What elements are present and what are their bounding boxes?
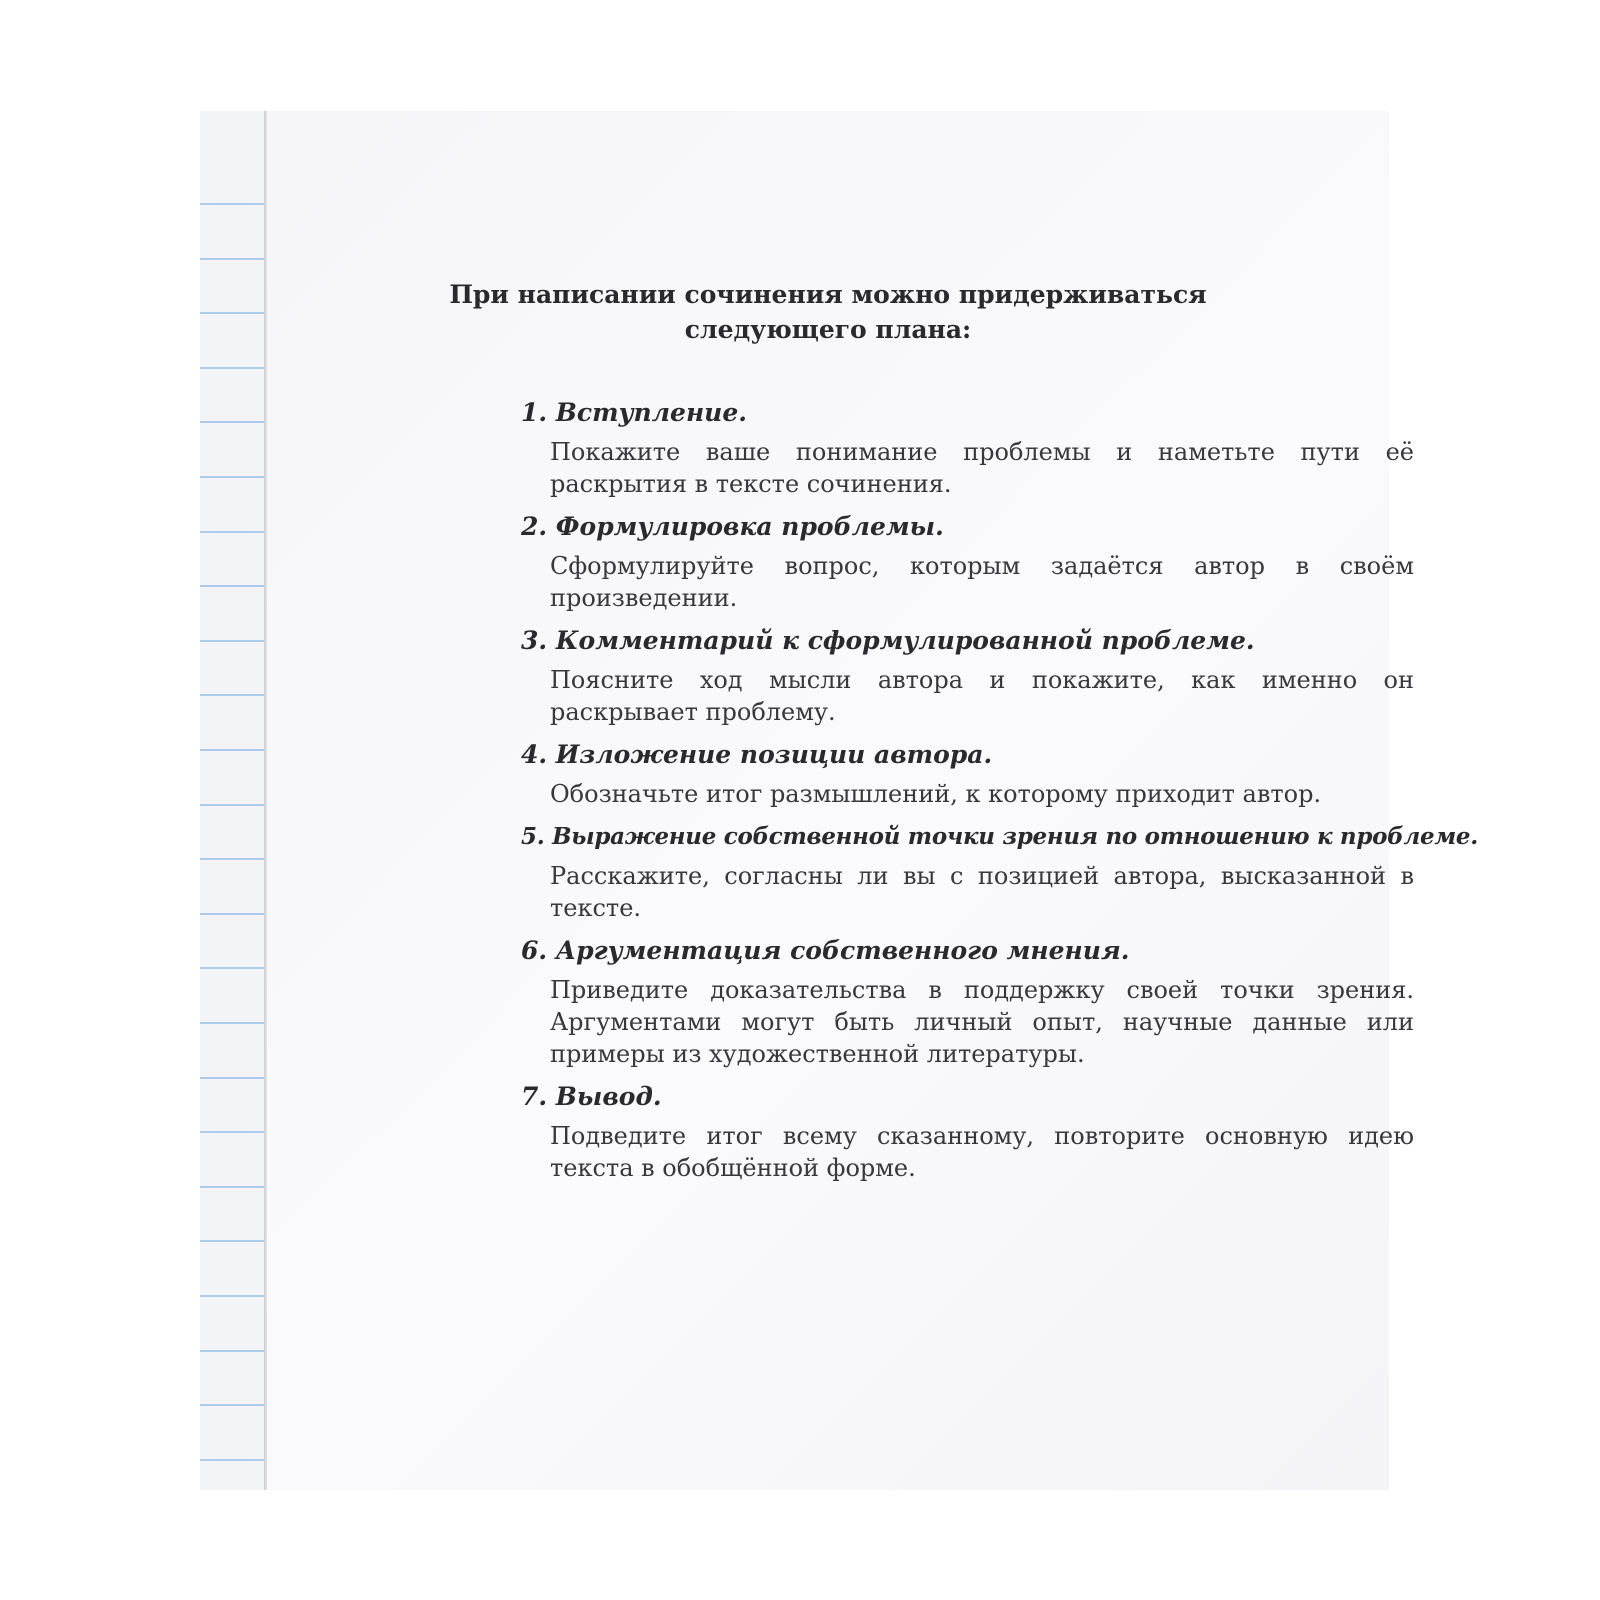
plan-item-text: Покажите ваше понимание проблемы и наметьте пути её раскрытия в тексте сочинения.: [550, 438, 1414, 498]
page-title: [267, 277, 1389, 347]
ruled-line: [200, 1131, 264, 1133]
notebook-inside-cover: [267, 111, 1478, 1490]
plan-item-heading: 1. Вступление.: [521, 398, 747, 427]
ruled-line: [200, 640, 264, 642]
plan-item-conclusion: [521, 1080, 1414, 1184]
plan-item-text: Приведите доказательства в поддержку своей точки зрения. Аргументами могут быть личный опыт, научные данные или примеры из художественной литературы.: [550, 976, 1414, 1068]
ruled-line: [200, 476, 264, 478]
plan-item-text: Расскажите, согласны ли вы с позицией автора, высказанной в тексте.: [550, 862, 1414, 922]
plan-item-argumentation: [521, 934, 1414, 1070]
ruled-line: [200, 1240, 264, 1242]
notebook: [200, 111, 1478, 1490]
plan-item-heading: 4. Изложение позиции автора.: [521, 740, 993, 769]
ruled-line: [200, 1077, 264, 1079]
ruled-line: [200, 203, 264, 205]
ruled-line: [200, 1022, 264, 1024]
plan-item-author-position: [521, 738, 1414, 810]
ruled-line: [200, 312, 264, 314]
ruled-line: [200, 749, 264, 751]
ruled-line: [200, 421, 264, 423]
plan-item-heading: 5. Выражение собственной точки зрения по отношению к проблеме.: [521, 823, 1478, 850]
ruled-back-page: [200, 111, 264, 1490]
plan-item-text: Подведите итог всему сказанному, повторите основную идею текста в обобщённой форме.: [550, 1122, 1414, 1182]
title-line-1: При написании сочинения можно придерживаться: [449, 280, 1207, 309]
ruled-line: [200, 967, 264, 969]
ruled-line: [200, 258, 264, 260]
ruled-line: [200, 1186, 264, 1188]
plan-item-problem-statement: [521, 510, 1414, 614]
ruled-line: [200, 531, 264, 533]
plan-item-own-opinion: [521, 820, 1478, 924]
plan-item-commentary: [521, 624, 1414, 728]
ruled-line: [200, 694, 264, 696]
ruled-line: [200, 858, 264, 860]
ruled-line: [200, 1459, 264, 1461]
plan-item-introduction: [521, 396, 1414, 500]
ruled-line: [200, 1350, 264, 1352]
ruled-line: [200, 585, 264, 587]
plan-item-heading: 7. Вывод.: [521, 1082, 662, 1111]
plan-item-heading: 2. Формулировка проблемы.: [521, 512, 944, 541]
essay-plan-list: [521, 396, 1478, 1194]
ruled-line: [200, 804, 264, 806]
ruled-line: [200, 1404, 264, 1406]
plan-item-text: Сформулируйте вопрос, которым задаётся автор в своём произведении.: [550, 552, 1414, 612]
title-line-2: следующего плана:: [684, 315, 972, 344]
plan-item-heading: 6. Аргументация собственного мнения.: [521, 936, 1130, 965]
plan-item-text: Поясните ход мысли автора и покажите, как именно он раскрывает проблему.: [550, 666, 1414, 726]
ruled-line: [200, 367, 264, 369]
ruled-line: [200, 913, 264, 915]
plan-item-text: Обозначьте итог размышлений, к которому приходит автор.: [550, 780, 1322, 808]
ruled-line: [200, 1295, 264, 1297]
plan-item-heading: 3. Комментарий к сформулированной проблеме.: [521, 626, 1255, 655]
